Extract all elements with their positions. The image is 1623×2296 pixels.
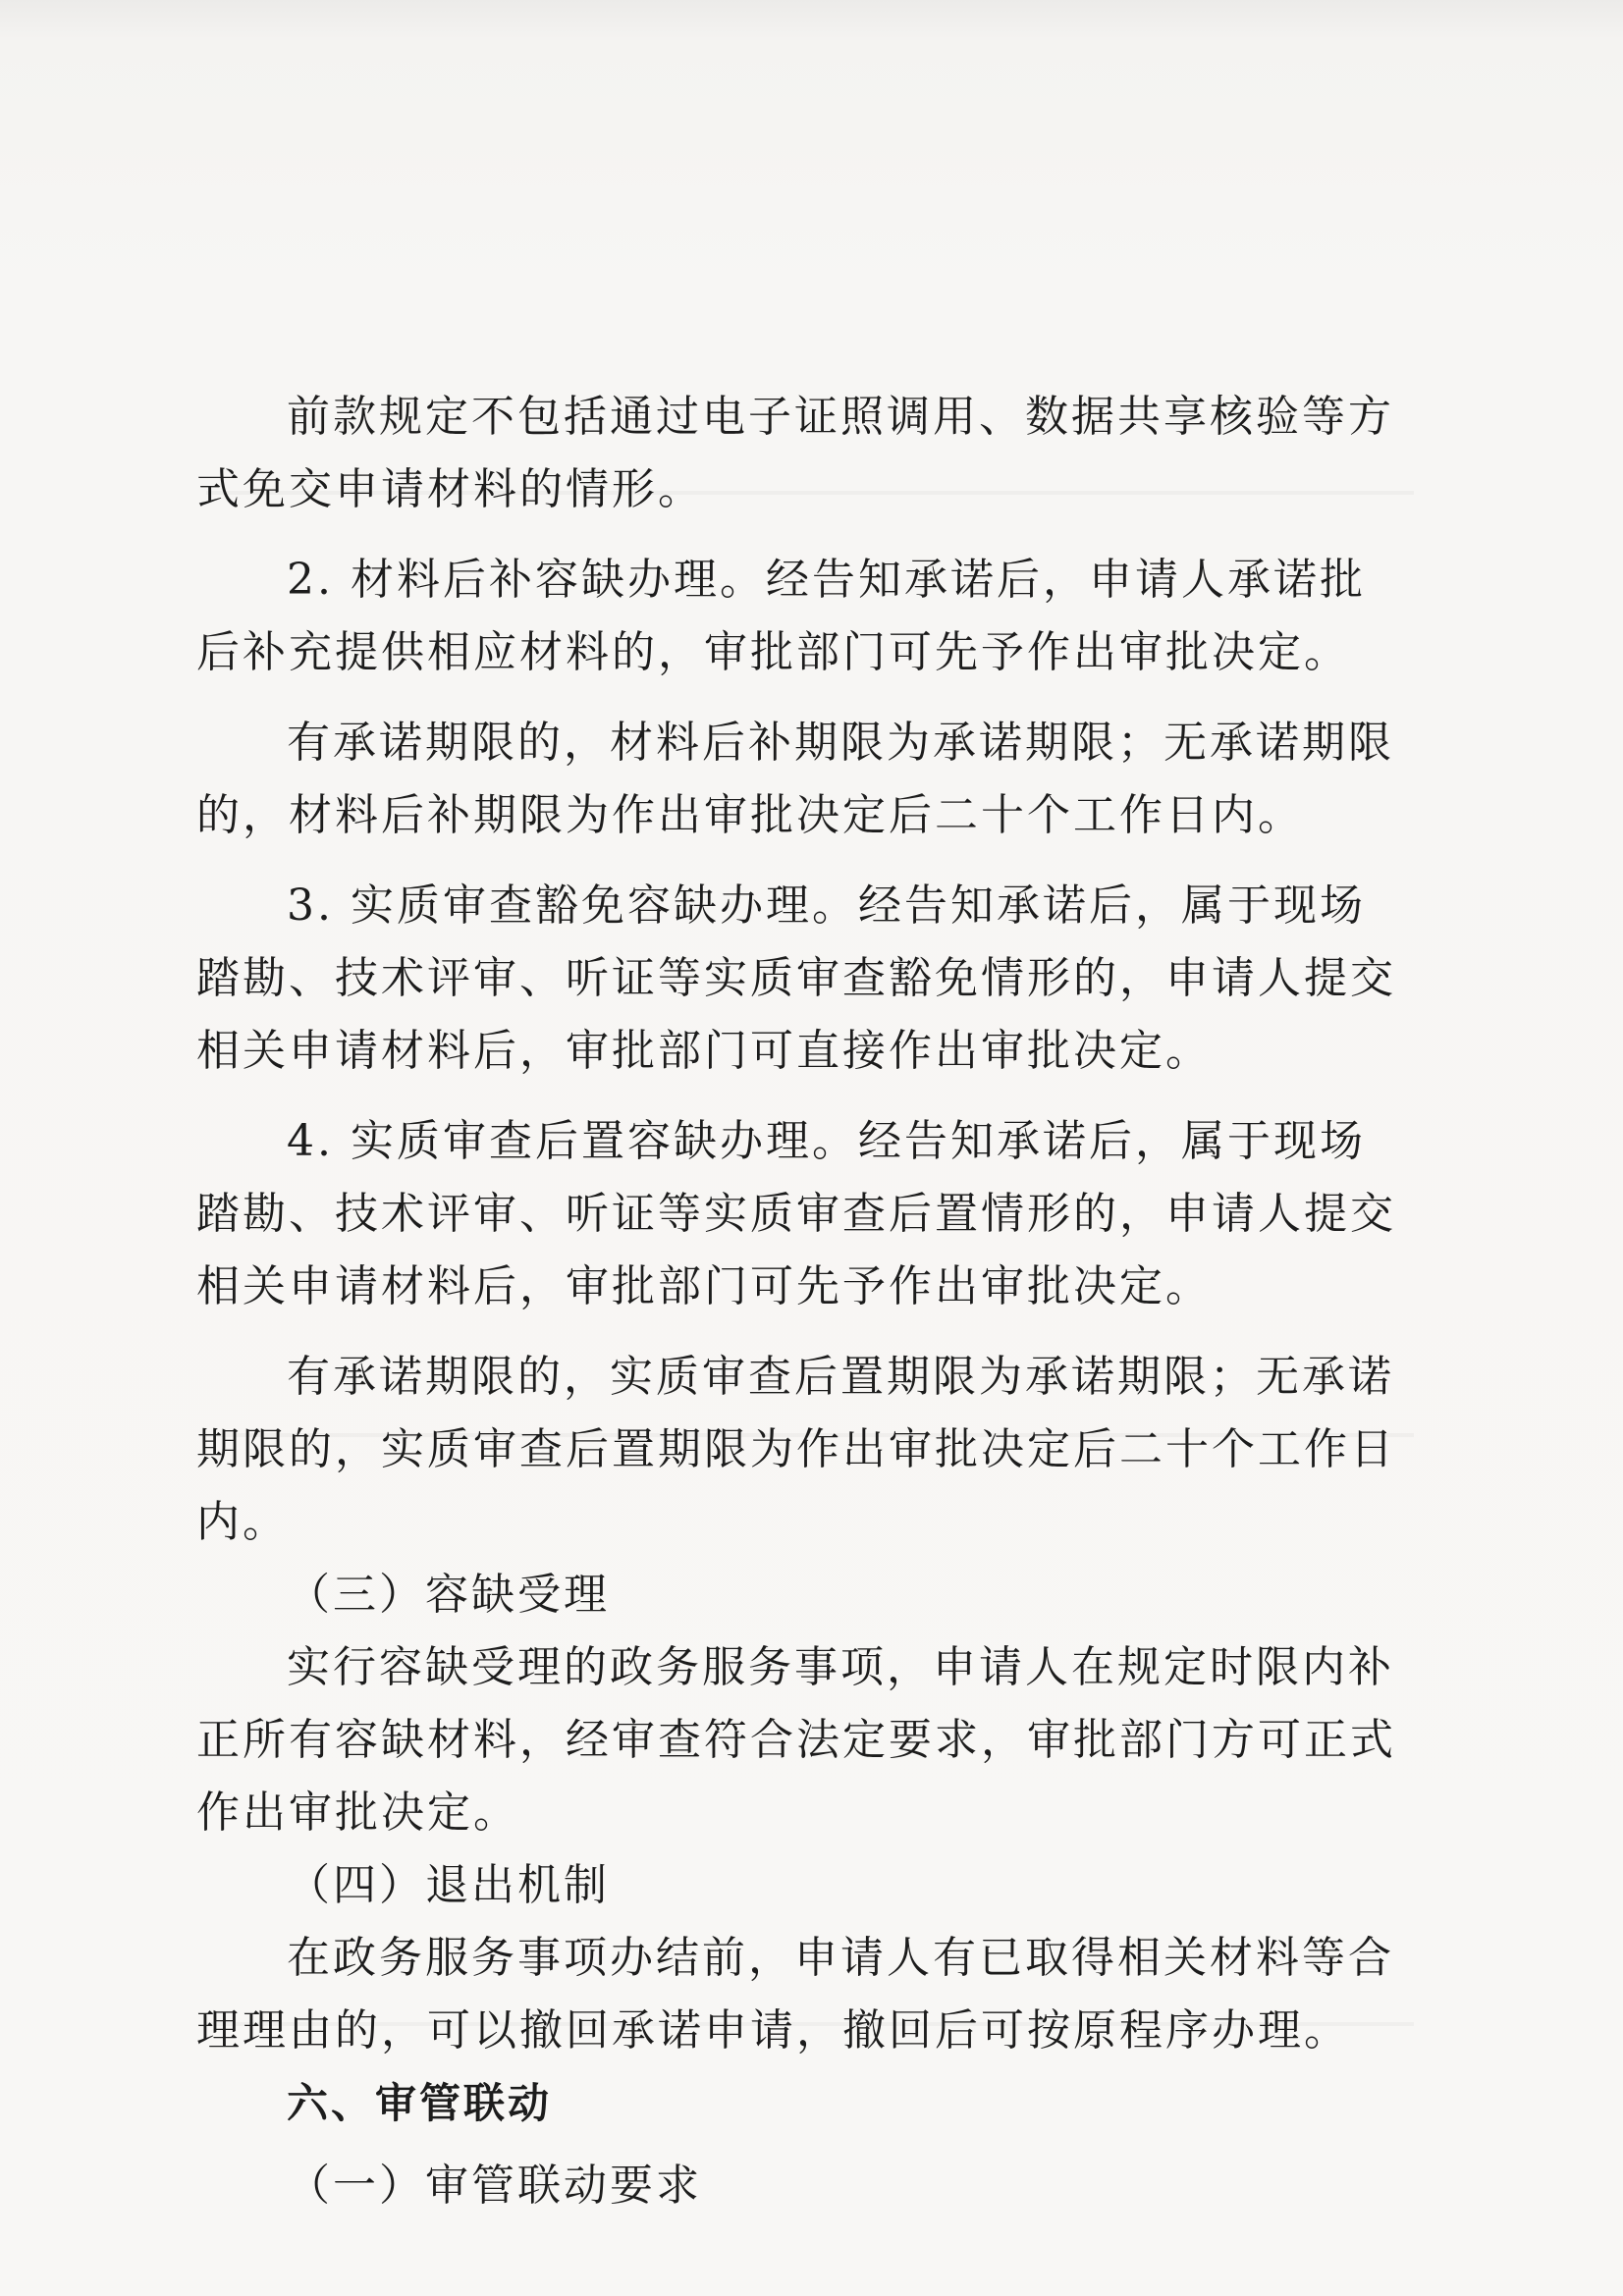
- subsection-heading: （一）审管联动要求: [287, 2161, 702, 2211]
- paragraph: 实行容缺受理的政务服务事项，申请人在规定时限内补正所有容缺材料，经审查符合法定要求，审批部门方可正式作出审批决定。: [196, 1642, 1396, 1838]
- paragraph: 前款规定不包括通过电子证照调用、数据共享核验等方式免交申请材料的情形。: [196, 392, 1394, 514]
- subsection-heading: （四）退出机制: [287, 1860, 610, 1910]
- paragraph: 3. 实质审查豁免容缺办理。经告知承诺后，属于现场踏勘、技术评审、听证等实质审查豁免情形的，申请人提交相关申请材料后，审批部门可直接作出审批决定。: [196, 881, 1396, 1076]
- section-heading: 六、审管联动: [287, 2079, 553, 2127]
- subsection-heading: （三）容缺受理: [287, 1570, 610, 1620]
- paragraph: 在政务服务事项办结前，申请人有已取得相关材料等合理理由的，可以撤回承诺申请，撤回后可按原程序办理。: [196, 1933, 1394, 2056]
- paragraph: 有承诺期限的，实质审查后置期限为承诺期限；无承诺期限的，实质审查后置期限为作出审批决定后二十个工作日内。: [196, 1352, 1396, 1547]
- paragraph: 有承诺期限的，材料后补期限为承诺期限；无承诺期限的，材料后补期限为作出审批决定后二十个工作日内。: [196, 718, 1394, 840]
- paragraph: 2. 材料后补容缺办理。经告知承诺后，申请人承诺批后补充提供相应材料的，审批部门可先予作出审批决定。: [196, 555, 1366, 677]
- paragraph: 4. 实质审查后置容缺办理。经告知承诺后，属于现场踏勘、技术评审、听证等实质审查后置情形的，申请人提交相关申请材料后，审批部门可先予作出审批决定。: [196, 1116, 1396, 1311]
- document-body: [196, 381, 1404, 2222]
